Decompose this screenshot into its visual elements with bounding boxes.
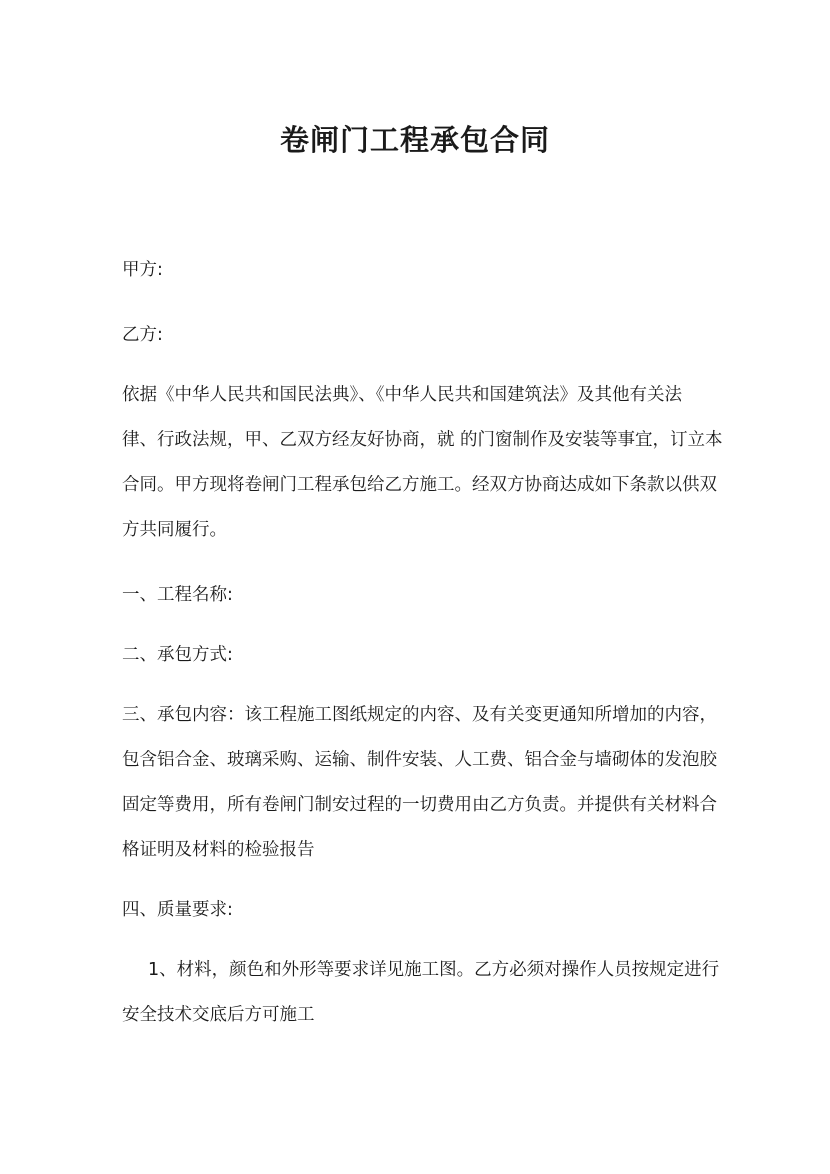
section-project-name: 一、工程名称:	[122, 585, 233, 605]
quality-item-line: 安全技术交底后方可施工	[122, 1005, 315, 1025]
preamble-line: 方共同履行。	[122, 520, 227, 540]
party-b-label: 乙方:	[122, 325, 163, 345]
quality-item-line: 1、材料，颜色和外形等要求详见施工图。乙方必须对操作人员按规定进行	[148, 960, 720, 980]
preamble-line: 依据《中华人民共和国民法典》、《中华人民共和国建筑法》及其他有关法	[122, 385, 682, 405]
document-title: 卷闸门工程承包合同	[279, 123, 550, 157]
section-scope-line: 三、承包内容：该工程施工图纸规定的内容、及有关变更通知所增加的内容，	[122, 705, 717, 725]
preamble-line: 合同。甲方现将卷闸门工程承包给乙方施工。经双方协商达成如下条款以供双	[122, 475, 717, 495]
party-a-label: 甲方:	[122, 260, 163, 280]
section-contract-method: 二、承包方式:	[122, 645, 233, 665]
section-scope-line: 包含铝合金、玻璃采购、运输、制件安装、人工费、铝合金与墙砌体的发泡胶	[122, 750, 717, 770]
section-scope-line: 格证明及材料的检验报告	[122, 840, 315, 860]
section-quality: 四、质量要求:	[122, 900, 233, 920]
preamble-line: 律、行政法规，甲、乙双方经友好协商，就 的门窗制作及安装等事宜，订立本	[122, 430, 723, 450]
section-scope-line: 固定等费用，所有卷闸门制安过程的一切费用由乙方负责。并提供有关材料合	[122, 795, 717, 815]
